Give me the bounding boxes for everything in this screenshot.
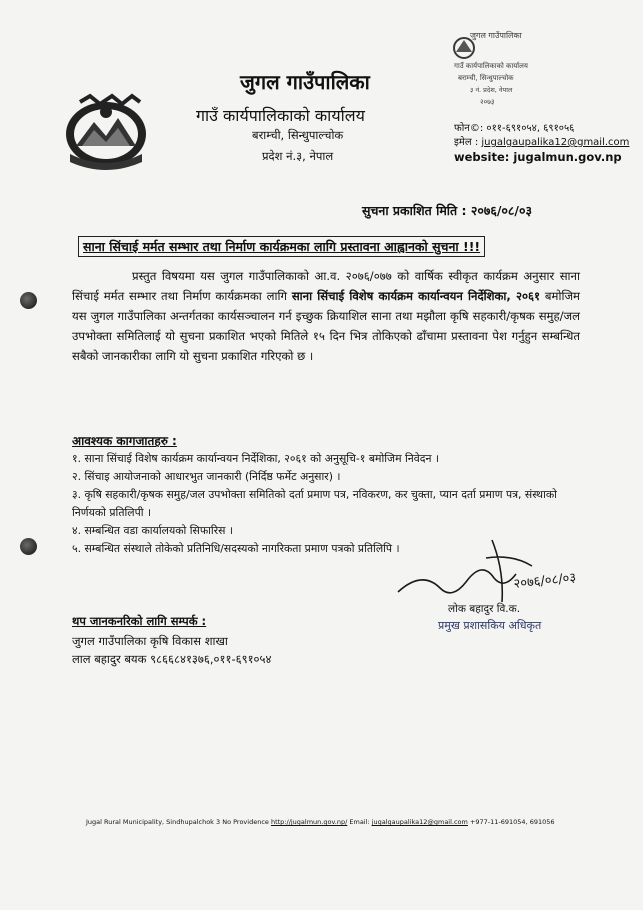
body-part-1: प्रस्तुत विषयमा यस जुगल गाउँपालिकाको आ.व. २०७६/०७७ को वार्षिक स्वीकृत कार्यक्रम अनुसार साना सिंचाई मर्मत सम्भार तथा निर्माण कार्यक्रमका लागि [72, 269, 580, 303]
phone-icon: © [469, 123, 480, 134]
footer-phones: +977-11-691054, 691056 [467, 818, 555, 826]
punch-hole-top [20, 292, 37, 309]
more-info-heading: थप जानकनरिको लागि सम्पर्क : [72, 614, 207, 628]
office-province: प्रदेश नं.३, नेपाल [262, 149, 334, 163]
footer-url[interactable]: http://jugalmun.gov.np/ [270, 818, 348, 826]
requirement-item: १. साना सिंचाई विशेष कार्यक्रम कार्यान्वयन निर्देशिका, २०६१ को अनुसूचि-१ बमोजिम निवेदन । [72, 452, 439, 465]
requirement-item: ४. सम्बन्धित वडा कार्यालयको सिफारिस । [72, 524, 233, 537]
contact-block [454, 122, 629, 164]
handwritten-date: २०७६/०८/०३ [512, 570, 577, 592]
email-row [454, 136, 629, 150]
signatory-name: लोक बहादुर वि.क. [448, 603, 521, 615]
requirement-item: २. सिंचाइ आयोजनाको आधारभुत जानकारी (निर्दिष्ठ फर्मेट अनुसार) । [72, 470, 341, 483]
more-info-person: लाल बहादुर बयक ९८६६८४१३७६,०११-६९१०५४ [72, 652, 272, 666]
phone-row [454, 122, 629, 136]
body-part-3: बमोजिम यस जुगल गाउँपालिका अन्तर्गतका कार्यसञ्चालन गर्न इच्छुक क्रियाशिल साना तथा मझौला कृषि सहकारी/कृषक समुह/जल उपभोक्ता समितिलाई यो सुचना प्रकाशित भएको मितिले १५ दिन भित्र तोकिएको ढाँचामा प्रस्तावना पेश गर्नुहुन सम्बन्धित सबैको जानकारीका लागि यो सुचना प्रकाशित गरिएको छ । [72, 289, 580, 363]
notice-date: सुचना प्रकाशित मिति : २०७६/०८/०३ [362, 203, 532, 218]
body-part-bold: साना सिंचाई विशेष कार्यक्रम कार्यान्वयन निर्देशिका, २०६१ [291, 289, 541, 303]
requirement-item: ५. सम्बन्धित संस्थाले तोकेको प्रतिनिधि/सदस्यको नागरिकता प्रमाण पत्रको प्रतिलिपि । [72, 542, 400, 555]
requirements-heading: आवश्यक कागजातहरु : [72, 434, 177, 448]
website-label: website: [454, 150, 514, 164]
footer-email[interactable]: jugalgaupalika12@gmail.com [371, 818, 468, 826]
email-label: इमेल : [454, 137, 479, 148]
notice-body [72, 266, 580, 366]
seal-line-2: गाउँ कार्यपालिकाको कार्यालय [454, 62, 528, 70]
seal-line-4: ३ नं. प्रदेश, नेपाल [470, 86, 513, 94]
website-row [454, 150, 629, 164]
seal-line-3: बराम्ची, सिन्धुपाल्चोक [458, 74, 514, 82]
punch-hole-bottom [20, 538, 37, 555]
more-info-office: जुगल गाउँपालिका कृषि विकास शाखा [72, 634, 228, 648]
seal-line-1: जुगल गाउँपालिका [470, 31, 522, 40]
footer-org: Jugal Rural Municipality, Sindhupalchok 3 No Providence [86, 818, 271, 826]
footer [86, 818, 555, 826]
office-seal-stamp [440, 26, 536, 116]
footer-email-label: Email: [347, 818, 372, 826]
office-subtitle: गाउँ कार्यपालिकाको कार्यालय [196, 106, 365, 125]
seal-line-5: २०७३ [480, 98, 495, 106]
signatory-title: प्रमुख प्रशासकिय अधिकृत [438, 619, 542, 632]
municipality-title: जुगल गाउँपालिका [240, 70, 370, 94]
nepal-emblem-icon [60, 92, 152, 170]
requirement-item: ३. कृषि सहकारी/कृषक समुह/जल उपभोक्ता समितिको दर्ता प्रमाण पत्र, नविकरण, कर चुक्ता, प्यान दर्ता प्रमाण पत्र, संस्थाको निर्णयको प्रतिलिपी । [72, 488, 557, 519]
phone-label: फोन [454, 123, 470, 134]
website-link[interactable]: jugalmun.gov.np [513, 150, 622, 164]
office-address: बराम्ची, सिन्धुपाल्चोक [252, 128, 344, 142]
notice-subject: साना सिंचाई मर्मत सम्भार तथा निर्माण कार्यक्रमका लागि प्रस्तावना आह्वानको सुचना !!! [78, 236, 485, 257]
phone-number: : ०११-६९१०५४, ६९१०५६ [479, 123, 575, 134]
email-link[interactable]: jugalgaupalika12@gmail.com [481, 137, 630, 148]
